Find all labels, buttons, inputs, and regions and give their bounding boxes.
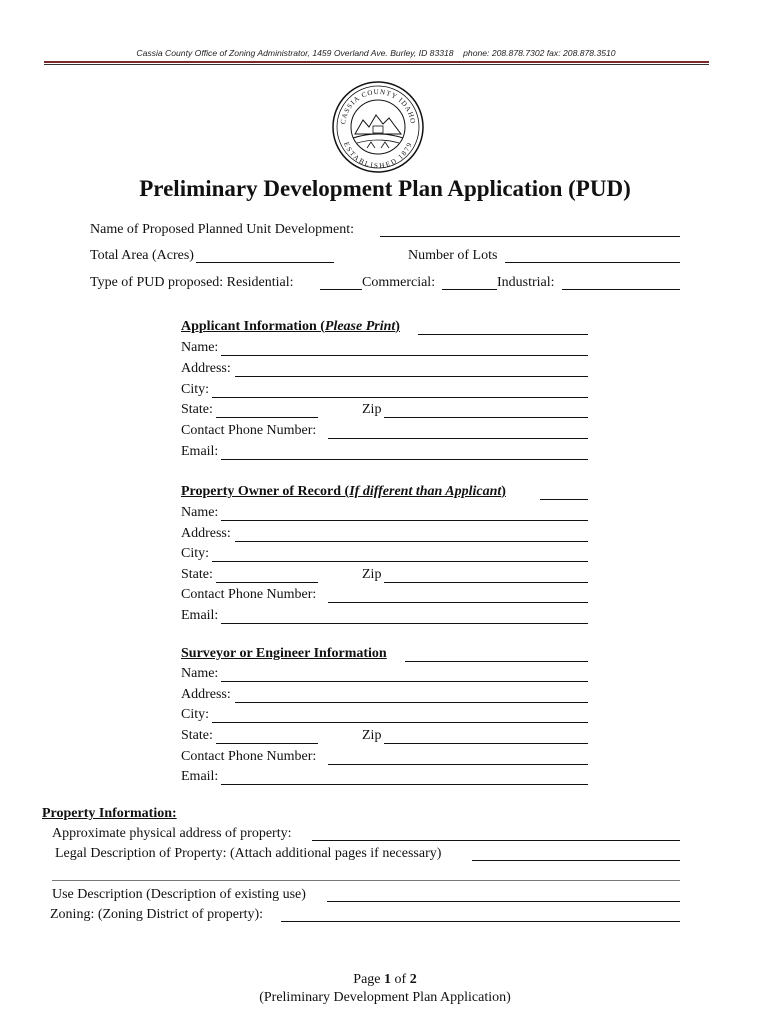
owner-phone-label: Contact Phone Number: (181, 587, 317, 602)
total-area-field[interactable] (196, 262, 334, 263)
applicant-email-field[interactable] (221, 459, 588, 460)
total-area-label: Total Area (Acres) (90, 248, 194, 263)
owner-name-label: Name: (181, 505, 219, 520)
applicant-name-label: Name: (181, 340, 219, 355)
applicant-address-label: Address: (181, 361, 231, 376)
owner-email-label: Email: (181, 608, 219, 623)
header-rule (44, 61, 709, 63)
owner-city-field[interactable] (212, 561, 588, 562)
applicant-zip-label: Zip (362, 402, 382, 417)
owner-name-field[interactable] (221, 520, 588, 521)
surveyor-heading: Surveyor or Engineer Information (181, 646, 387, 661)
surveyor-city-label: City: (181, 707, 210, 722)
county-seal-icon (331, 80, 425, 174)
header-phone: phone: 208.878.7302 fax: 208.878.3510 (463, 48, 616, 58)
legal-description-field[interactable] (472, 860, 680, 861)
owner-zip-label: Zip (362, 567, 382, 582)
surveyor-state-label: State: (181, 728, 213, 743)
applicant-name-field[interactable] (221, 355, 588, 356)
seal-top-text: CASSIA COUNTY IDAHO (339, 87, 417, 125)
applicant-address-field[interactable] (235, 376, 588, 377)
industrial-label: Industrial: (497, 275, 555, 290)
type-of-pud-label: Type of PUD proposed: Residential: (90, 275, 294, 290)
header-office: Cassia County Office of Zoning Administrator, 1459 Overland Ave. Burley, ID 83318 (136, 48, 454, 58)
surveyor-address-label: Address: (181, 687, 231, 702)
seal-bottom-text: ESTABLISHED 1879 (342, 140, 414, 170)
use-description-label: Use Description (Description of existing use) (52, 887, 306, 902)
owner-heading-rule (540, 499, 588, 500)
applicant-heading-rule (418, 334, 588, 335)
owner-phone-field[interactable] (328, 602, 588, 603)
svg-text:ESTABLISHED 1879 (342, 141, 414, 170)
property-address-label: Approximate physical address of property: (52, 826, 292, 841)
applicant-email-label: Email: (181, 444, 219, 459)
pud-name-label: Name of Proposed Planned Unit Development: (90, 222, 355, 237)
applicant-heading: Applicant Information (Please Print) (181, 319, 400, 334)
use-description-field[interactable] (327, 901, 680, 902)
legal-description-label: Legal Description of Property: (Attach additional pages if necessary) (55, 846, 442, 861)
industrial-field[interactable] (562, 289, 680, 290)
surveyor-zip-label: Zip (362, 728, 382, 743)
surveyor-email-label: Email: (181, 769, 219, 784)
applicant-city-label: City: (181, 382, 210, 397)
owner-state-label: State: (181, 567, 213, 582)
owner-email-field[interactable] (221, 623, 588, 624)
residential-field[interactable] (320, 289, 362, 290)
zoning-label: Zoning: (Zoning District of property): (50, 907, 264, 922)
legal-description-extra-line[interactable] (52, 880, 680, 881)
surveyor-state-field[interactable] (216, 743, 318, 744)
surveyor-zip-field[interactable] (384, 743, 588, 744)
page-title: Preliminary Development Plan Application (PUD) (139, 176, 631, 201)
surveyor-address-field[interactable] (235, 702, 588, 703)
owner-state-field[interactable] (216, 582, 318, 583)
page-number: Page 1 of 2 (353, 972, 417, 987)
applicant-zip-field[interactable] (384, 417, 588, 418)
footer-subtitle: (Preliminary Development Plan Application) (259, 990, 511, 1005)
zoning-field[interactable] (281, 921, 680, 922)
number-of-lots-field[interactable] (505, 262, 680, 263)
surveyor-email-field[interactable] (221, 784, 588, 785)
property-address-field[interactable] (312, 840, 680, 841)
applicant-state-label: State: (181, 402, 213, 417)
surveyor-name-label: Name: (181, 666, 219, 681)
applicant-state-field[interactable] (216, 417, 318, 418)
applicant-city-field[interactable] (212, 397, 588, 398)
surveyor-name-field[interactable] (221, 681, 588, 682)
surveyor-heading-rule (405, 661, 588, 662)
number-of-lots-label: Number of Lots (408, 248, 498, 263)
owner-zip-field[interactable] (384, 582, 588, 583)
property-heading: Property Information: (42, 806, 177, 821)
surveyor-city-field[interactable] (212, 722, 588, 723)
applicant-phone-label: Contact Phone Number: (181, 423, 317, 438)
svg-text:CASSIA COUNTY IDAHO (339, 88, 417, 125)
header-rule-thin (44, 64, 709, 65)
commercial-field[interactable] (442, 289, 497, 290)
owner-address-field[interactable] (235, 541, 588, 542)
pud-name-field[interactable] (380, 236, 680, 237)
header-line (44, 48, 708, 58)
surveyor-phone-field[interactable] (328, 764, 588, 765)
applicant-phone-field[interactable] (328, 438, 588, 439)
owner-address-label: Address: (181, 526, 231, 541)
owner-city-label: City: (181, 546, 210, 561)
owner-heading: Property Owner of Record (If different than Applicant) (181, 484, 506, 499)
surveyor-phone-label: Contact Phone Number: (181, 749, 317, 764)
commercial-label: Commercial: (362, 275, 436, 290)
